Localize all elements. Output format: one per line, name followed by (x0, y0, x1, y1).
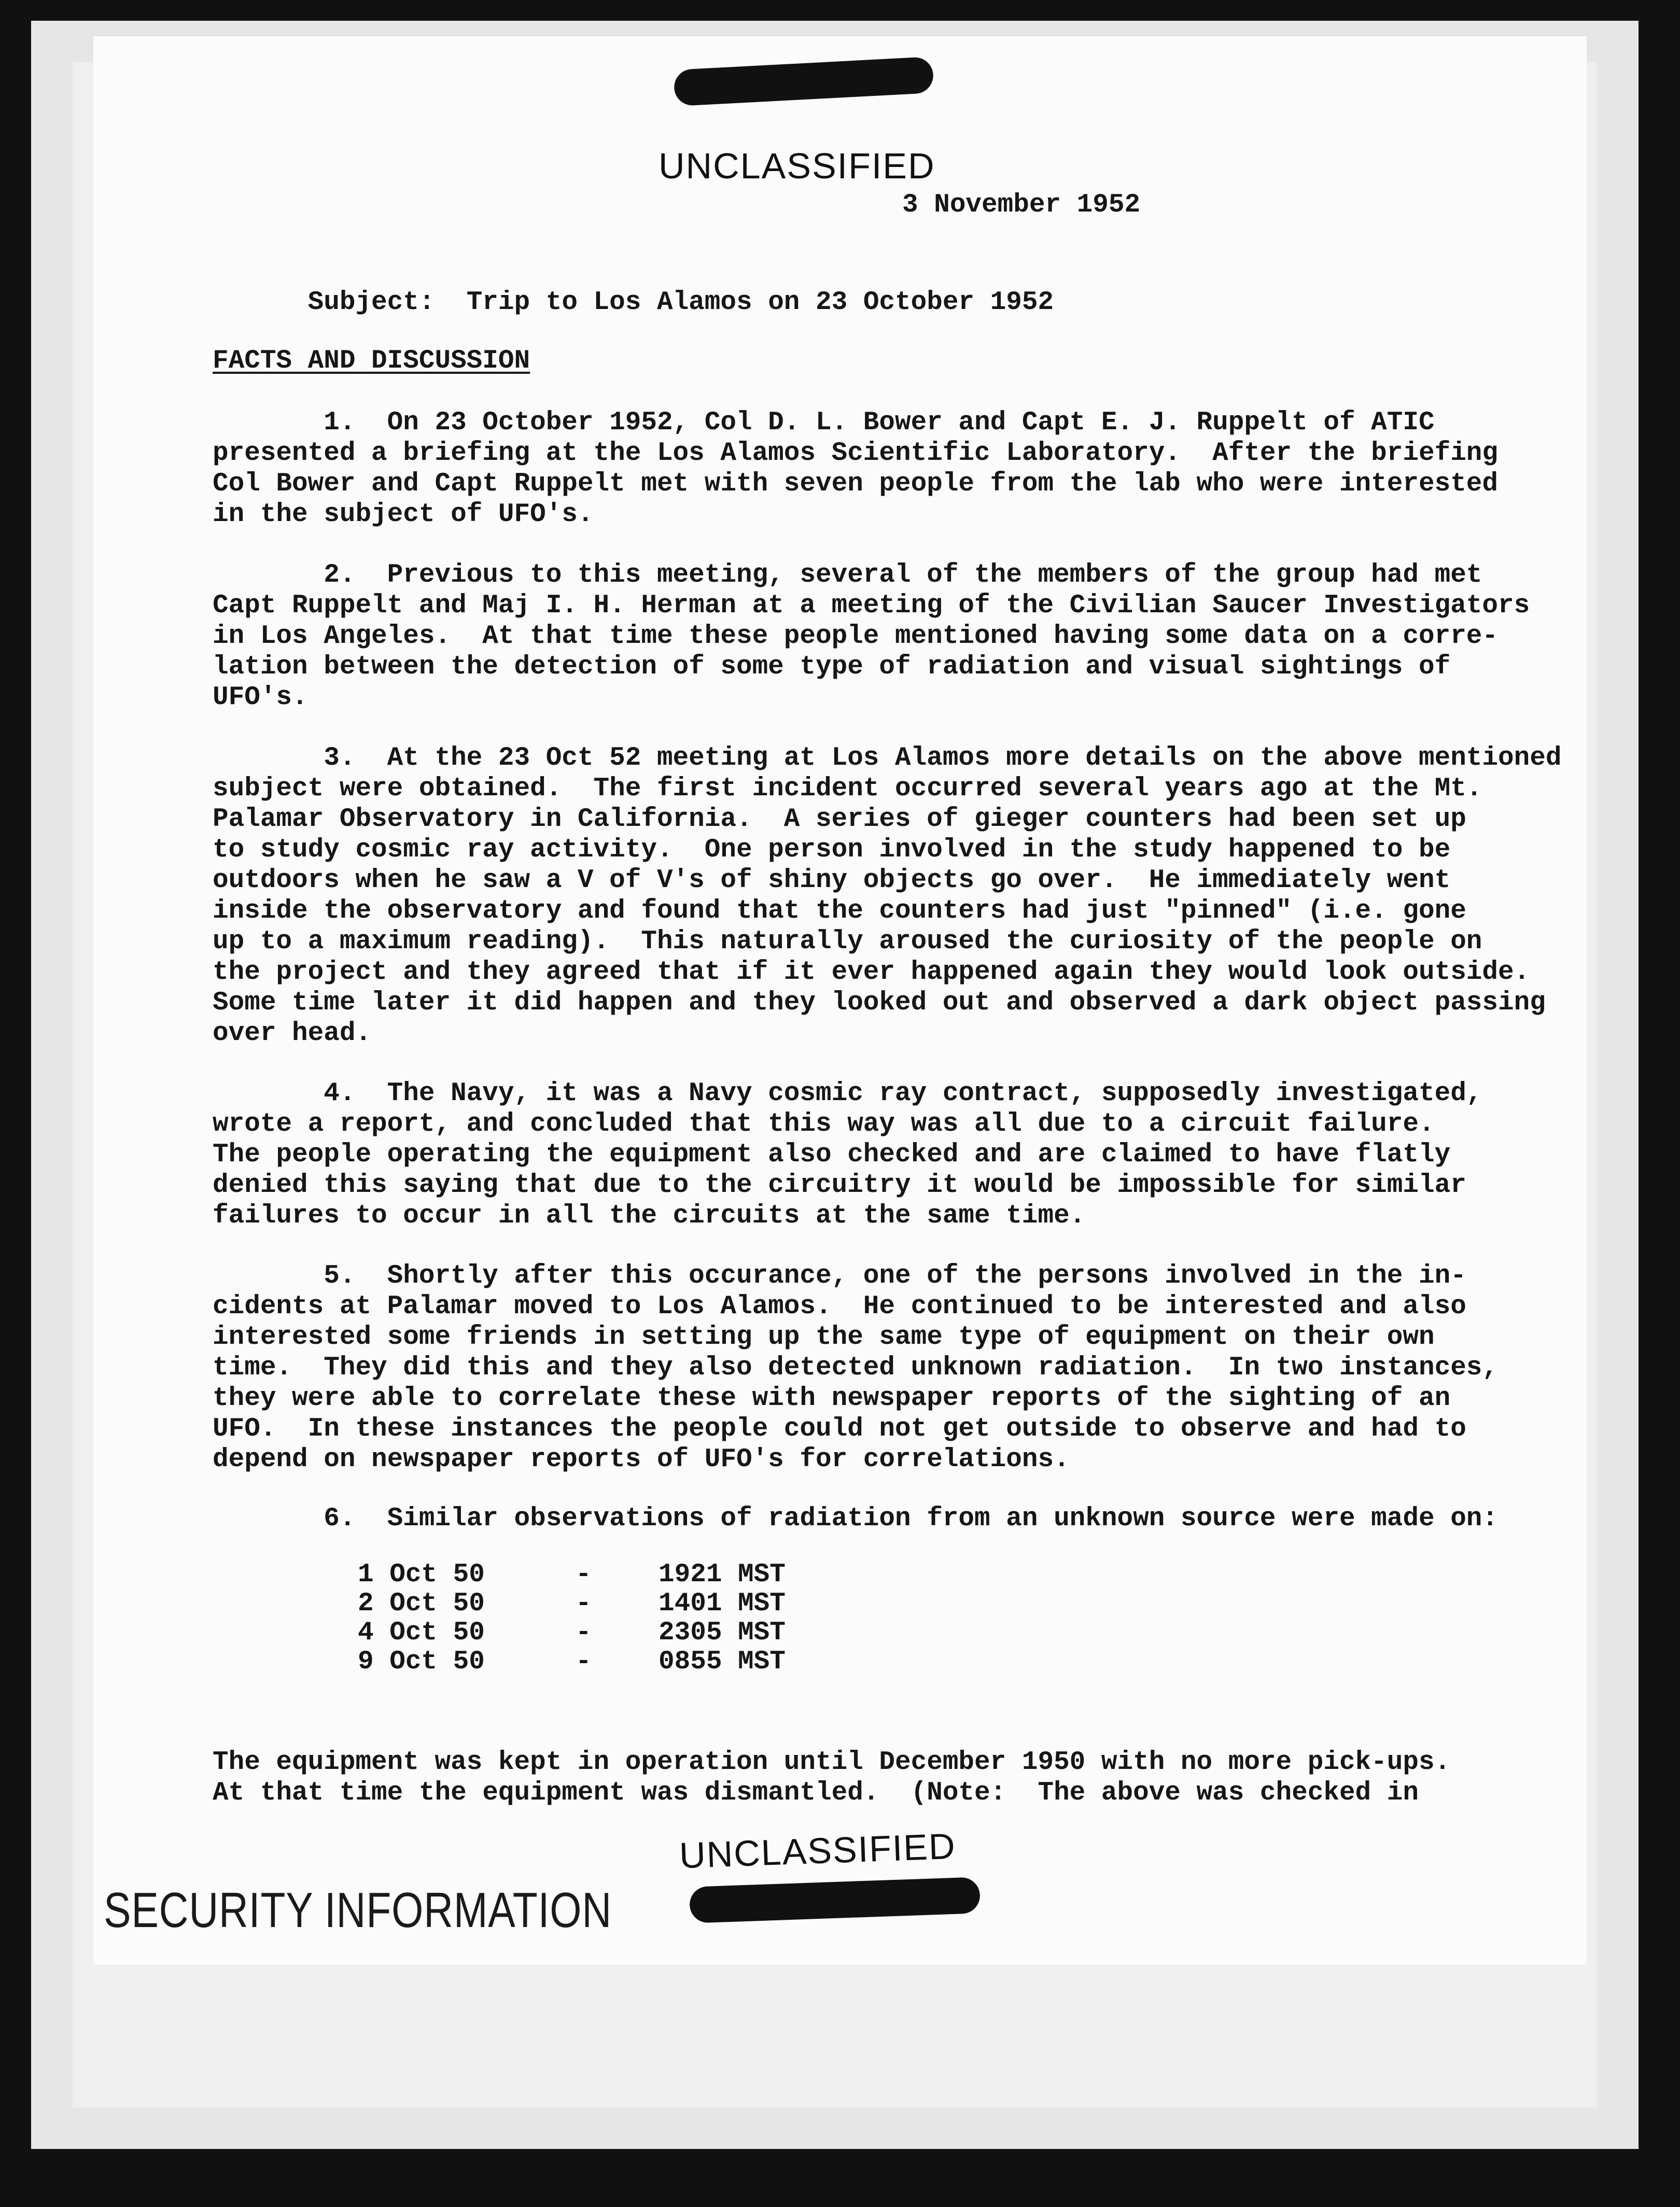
redaction-mark-bottom (689, 1877, 981, 1923)
paragraph-1: 1. On 23 October 1952, Col D. L. Bower and Capt E. J. Ruppelt of ATIC presented a briefing at the Los Alamos Scientific Laboratory. After the briefing Col Bower and Capt Ruppelt met with seven people from the lab who were interested in the subject of UFO's. (213, 408, 1499, 529)
top-classification-stamp: UNCLASSIFIED (659, 146, 935, 186)
redaction-mark-top (674, 57, 934, 106)
sighting-dash: - (576, 1618, 592, 1648)
subject-text: Trip to Los Alamos on 23 October 1952 (466, 288, 1054, 317)
sightings-table (358, 1561, 786, 1677)
sighting-date: 9 Oct 50 (358, 1647, 485, 1677)
sighting-date: 1 Oct 50 (358, 1560, 485, 1590)
security-information-marking: SECURITY INFORMATION (104, 1882, 612, 1938)
sighting-time: 1401 MST (659, 1589, 786, 1619)
paragraph-6: 6. Similar observations of radiation from an unknown source were made on: (213, 1504, 1499, 1534)
section-heading: FACTS AND DISCUSSION (213, 346, 530, 376)
paragraph-2: 2. Previous to this meeting, several of the members of the group had met Capt Ruppelt and Maj I. H. Herman at a meeting of the Civilian Saucer Investigators in Los Angeles. At that time these people mentioned having some data on a corre- lation between the detection of some type of radiation and visual sightings of UFO's. (213, 560, 1530, 712)
sighting-time: 2305 MST (659, 1618, 786, 1648)
table-row (358, 1590, 786, 1619)
document-date: 3 November 1952 (902, 190, 1141, 220)
sighting-date: 4 Oct 50 (358, 1618, 485, 1648)
paragraph-5: 5. Shortly after this occurance, one of the persons involved in the in- cidents at Palamar moved to Los Alamos. He continued to be interested and also interested some friends in setting up the same type of equipment on their own time. They did this and they also detected unknown radiation. In two instances, they were able to correlate these with newspaper reports of the sighting of an UFO. In these instances the people could not get outside to observe and had to depend on newspaper reports of UFO's for correlations. (213, 1261, 1499, 1474)
subject-label: Subject: (307, 288, 435, 317)
paragraph-4: 4. The Navy, it was a Navy cosmic ray contract, supposedly investigated, wrote a report, and concluded that this way was all due to a circuit failure. The people operating the equipment also checked and are claimed to have flatly denied this saying that due to the circuitry it would be impossible for similar failures to occur in all the circuits at the same time. (213, 1079, 1482, 1231)
sighting-time: 1921 MST (659, 1560, 786, 1590)
table-row (358, 1648, 786, 1677)
bottom-classification-stamp: UNCLASSIFIED (678, 1825, 957, 1876)
table-row (358, 1619, 786, 1648)
sighting-date: 2 Oct 50 (358, 1589, 485, 1619)
sighting-dash: - (576, 1589, 592, 1619)
document-page (93, 36, 1587, 1965)
closing-paragraph: The equipment was kept in operation until December 1950 with no more pick-ups. At that time the equipment was dismantled. (Note: The above was checked in (213, 1748, 1451, 1808)
table-row (358, 1561, 786, 1590)
sighting-time: 0855 MST (659, 1647, 786, 1677)
paragraph-3: 3. At the 23 Oct 52 meeting at Los Alamos more details on the above mentioned subject were obtained. The first incident occurred several years ago at the Mt. Palamar Observatory in California. A series of gieger counters had been set up to study cosmic ray activity. One person involved in the study happened to be outdoors when he saw a V of V's of shiny objects go over. He immediately went inside the observatory and found that the counters had just "pinned" (i.e. gone up to a maximum reading). This naturally aroused the curiosity of the people on the project and they agreed that if it ever happened again they would look outside. Some time later it did happen and they looked out and observed a dark object passing over head. (213, 743, 1562, 1048)
sighting-dash: - (576, 1647, 592, 1677)
subject-line (213, 257, 1054, 348)
sighting-dash: - (576, 1560, 592, 1590)
